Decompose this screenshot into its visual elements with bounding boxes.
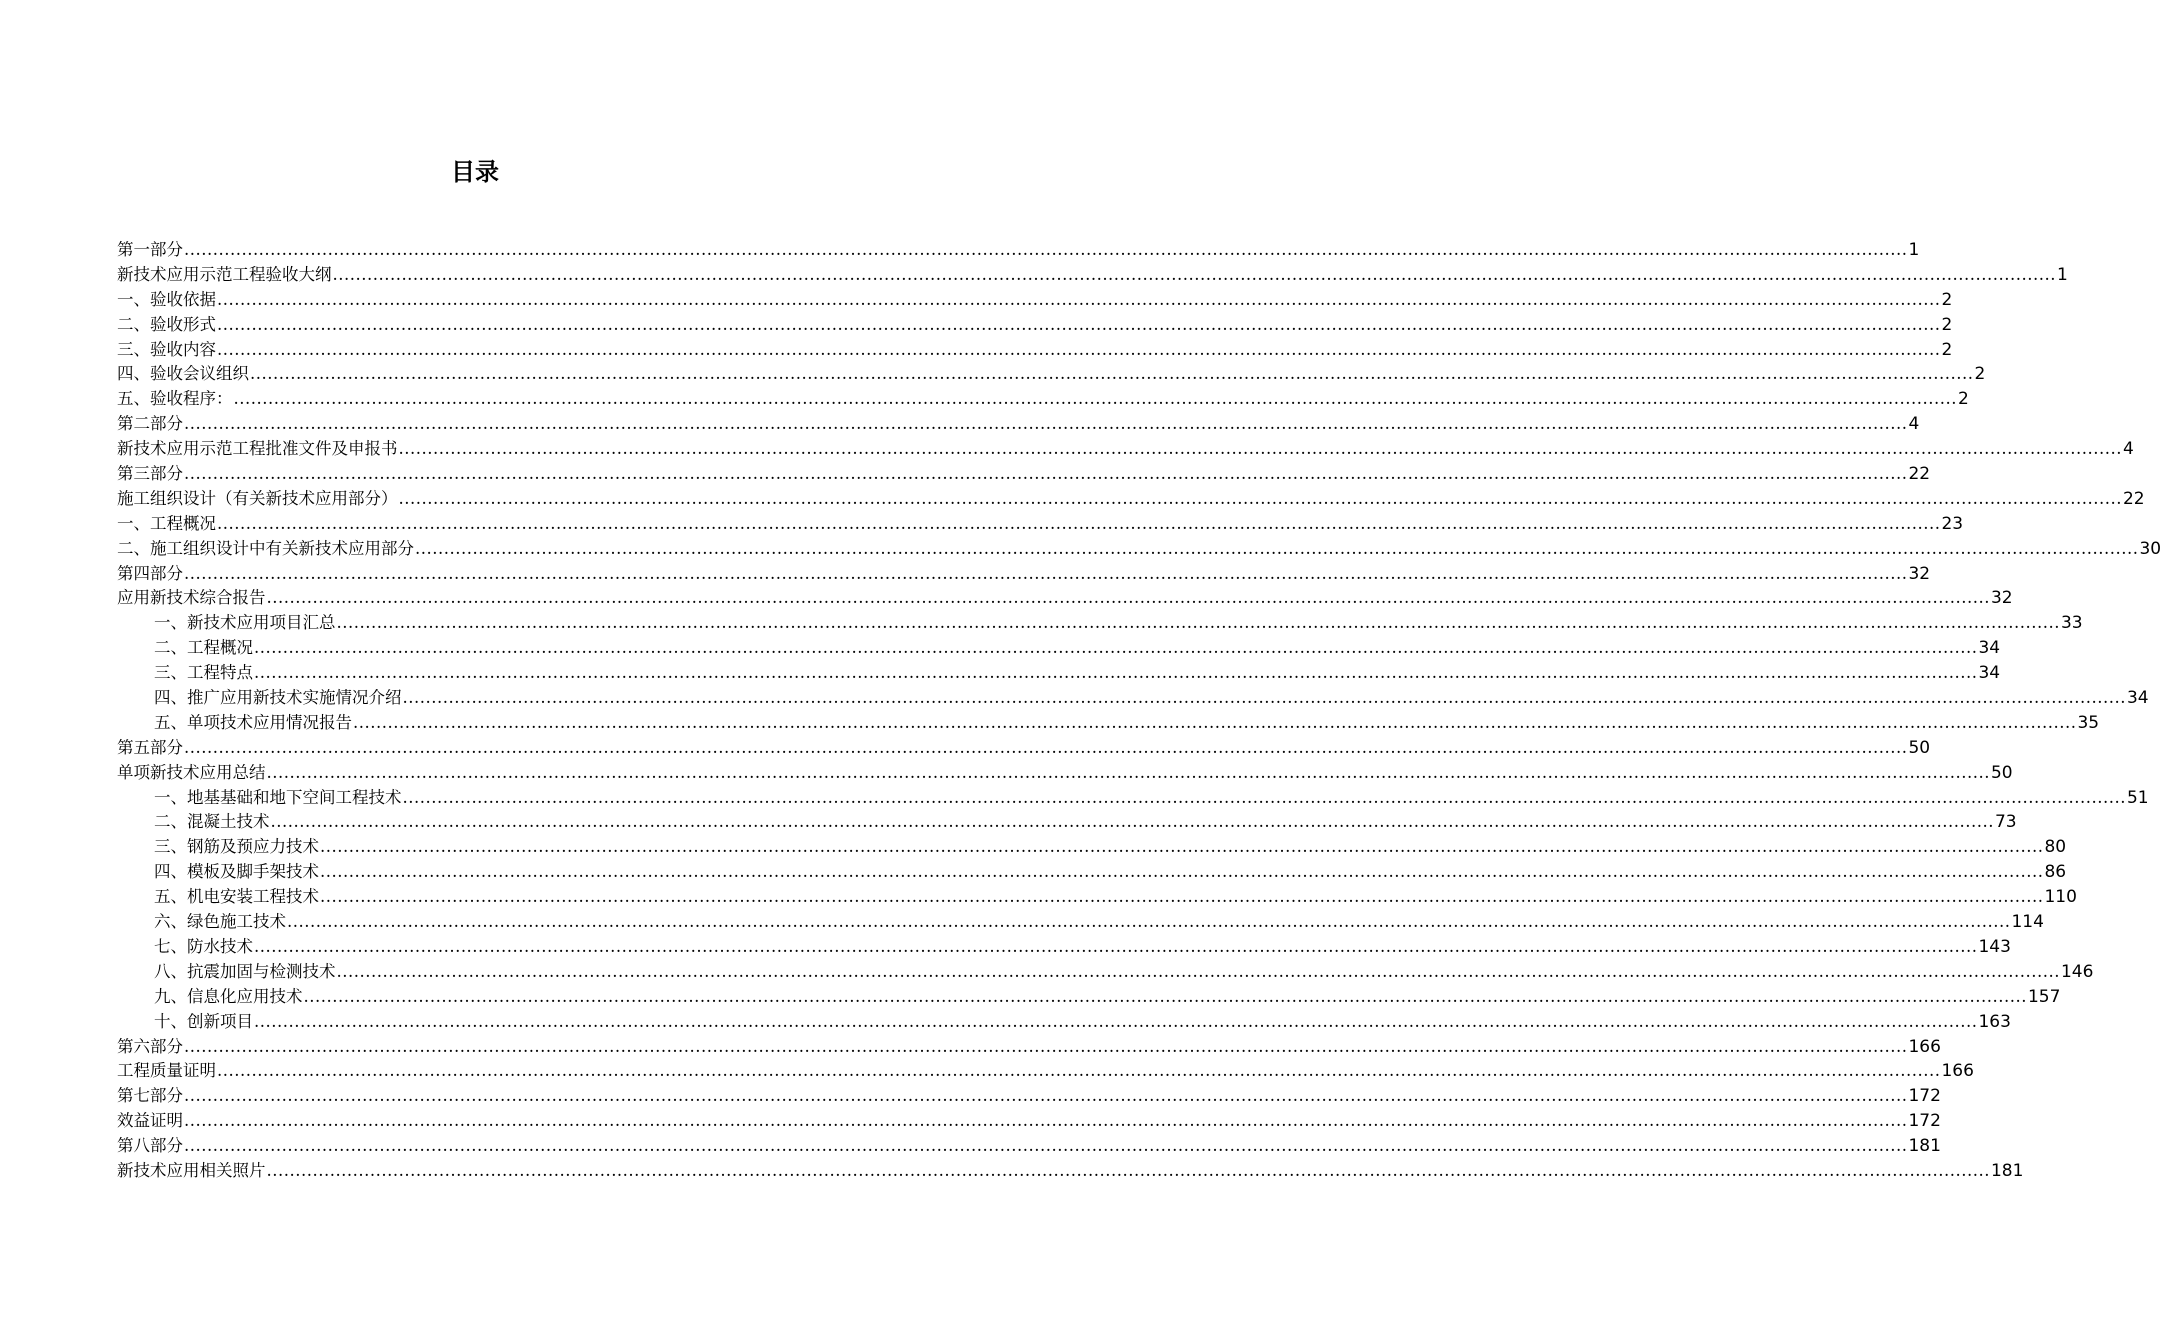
toc-entry[interactable] [117,835,2067,860]
toc-entry-text: 工程质量证明 [117,1061,216,1081]
toc-entry[interactable] [117,935,2011,960]
toc-entry-text: 七、防水技术 [154,936,253,956]
toc-page-number: 110 [2044,887,2077,908]
toc-dot-leader: ............................................................................................................................................................................................................................................................................................................ [320,887,2044,907]
toc-dot-leader: ............................................................................................................................................................................................................................................................................................................ [336,961,2060,981]
toc-dot-leader: ............................................................................................................................................................................................................................................................................................................ [217,1061,1941,1081]
toc-page-number: 2 [1941,314,1953,335]
toc-page-number: 73 [1994,812,2017,833]
toc-entry[interactable] [117,1109,1941,1134]
toc-dot-leader: ............................................................................................................................................................................................................................................................................................................ [184,414,1908,434]
toc-entry[interactable] [117,238,1920,263]
toc-entry[interactable] [117,562,1931,587]
toc-page-number: 30 [2139,538,2161,559]
toc-entry[interactable] [117,910,2044,935]
toc-entry-text: 九、信息化应用技术 [154,986,303,1006]
toc-dot-leader: ............................................................................................................................................................................................................................................................................................................ [217,339,1941,359]
toc-page-number: 33 [2060,613,2083,634]
toc-entry-text: 新技术应用示范工程验收大纲 [117,264,332,284]
toc-entry-text: 效益证明 [117,1111,183,1131]
toc-entry[interactable] [117,885,2077,910]
toc-entry[interactable] [117,1059,1974,1084]
toc-entry[interactable] [117,1134,1941,1159]
toc-page-number: 181 [1908,1136,1941,1157]
toc-dot-leader: ............................................................................................................................................................................................................................................................................................................ [398,439,2122,459]
toc-page-number: 34 [2126,688,2149,709]
toc-dot-leader: ............................................................................................................................................................................................................................................................................................................ [217,314,1941,334]
toc-dot-leader: ............................................................................................................................................................................................................................................................................................................ [336,613,2060,633]
toc-entry-text: 施工组织设计（有关新技术应用部分） [117,488,398,508]
toc-entry[interactable] [117,412,1920,437]
toc-entry-text: 四、验收会议组织 [117,364,249,384]
toc-page-number: 2 [1941,339,1953,360]
toc-dot-leader: ............................................................................................................................................................................................................................................................................................................ [266,762,1990,782]
toc-entry-text: 二、验收形式 [117,314,216,334]
toc-entry-text: 一、地基基础和地下空间工程技术 [154,787,402,807]
toc-entry-text: 五、机电安装工程技术 [154,887,319,907]
toc-entry-text: 一、新技术应用项目汇总 [154,613,336,633]
toc-dot-leader: ............................................................................................................................................................................................................................................................................................................ [217,289,1941,309]
toc-entry[interactable] [117,761,2013,786]
toc-page-number: 22 [2122,488,2145,509]
toc-entry-text: 第五部分 [117,737,183,757]
toc-page-number: 157 [2027,986,2061,1007]
toc-entry-text: 十、创新项目 [154,1011,253,1031]
toc-entry[interactable] [117,437,2134,462]
toc-page-number: 2 [1957,389,1969,410]
toc-entry[interactable] [117,960,2094,985]
toc-dot-leader: ............................................................................................................................................................................................................................................................................................................ [250,364,1974,384]
toc-page-number: 2 [1941,289,1953,310]
toc-page-number: 80 [2044,837,2067,858]
toc-dot-leader: ............................................................................................................................................................................................................................................................................................................ [266,588,1990,608]
toc-page-number: 181 [1990,1160,2024,1181]
toc-dot-leader: ............................................................................................................................................................................................................................................................................................................ [402,787,2126,807]
toc-dot-leader: ............................................................................................................................................................................................................................................................................................................ [184,1086,1908,1106]
toc-entry[interactable] [117,1035,1941,1060]
toc-page-number: 143 [1978,936,2011,957]
toc-entry-text: 单项新技术应用总结 [117,762,266,782]
toc-dot-leader: ............................................................................................................................................................................................................................................................................................................ [184,1136,1908,1156]
toc-entry[interactable] [117,860,2067,885]
toc-page-number: 23 [1941,513,1964,534]
toc-entry[interactable] [117,711,2100,736]
toc-page-number: 166 [1941,1061,1974,1082]
toc-page-number: 86 [2044,862,2067,883]
toc-entry[interactable] [117,362,1986,387]
toc-entry-text: 二、混凝土技术 [154,812,270,832]
toc-entry[interactable] [117,1159,2024,1184]
toc-entry-text: 第四部分 [117,563,183,583]
toc-entry-text: 第八部分 [117,1136,183,1156]
toc-page-number: 22 [1908,464,1931,485]
toc-dot-leader: ............................................................................................................................................................................................................................................................................................................ [184,737,1908,757]
toc-entry-text: 六、绿色施工技术 [154,912,286,932]
toc-entry[interactable] [117,387,1969,412]
toc-entry-text: 应用新技术综合报告 [117,588,266,608]
toc-entry[interactable] [117,1010,2011,1035]
toc-page-number: 50 [1908,737,1931,758]
toc-dot-leader: ............................................................................................................................................................................................................................................................................................................ [184,464,1908,484]
toc-dot-leader: ............................................................................................................................................................................................................................................................................................................ [353,712,2077,732]
toc-page-number: 2 [1974,364,1986,385]
toc-dot-leader: ............................................................................................................................................................................................................................................................................................................ [184,1111,1908,1131]
toc-page-number: 146 [2060,961,2094,982]
toc-entry[interactable] [117,736,1931,761]
toc-entry[interactable] [117,263,2068,288]
toc-entry[interactable] [117,338,1953,363]
toc-entry[interactable] [117,462,1931,487]
toc-page-number: 4 [1908,414,1920,435]
toc-page-number: 50 [1990,762,2013,783]
toc-dot-leader: ............................................................................................................................................................................................................................................................................................................ [415,538,2139,558]
toc-entry-text: 一、工程概况 [117,513,216,533]
toc-dot-leader: ............................................................................................................................................................................................................................................................................................................ [270,812,1994,832]
toc-entry-text: 三、验收内容 [117,339,216,359]
toc-entry-text: 三、工程特点 [154,663,253,683]
toc-dot-leader: ............................................................................................................................................................................................................................................................................................................ [184,240,1908,259]
toc-entry-text: 三、钢筋及预应力技术 [154,837,319,857]
toc-entry-text: 五、验收程序： [117,389,233,409]
toc-entry[interactable] [117,313,1953,338]
toc-entry[interactable] [117,985,2061,1010]
toc-dot-leader: ............................................................................................................................................................................................................................................................................................................ [266,1160,1990,1180]
toc-page-number: 1 [2056,264,2068,285]
toc-page-number: 35 [2077,712,2100,733]
toc-entry-text: 五、单项技术应用情况报告 [154,712,352,732]
toc-dot-leader: ............................................................................................................................................................................................................................................................................................................ [398,488,2122,508]
toc-entry[interactable] [117,288,1953,313]
toc-entry-text: 二、施工组织设计中有关新技术应用部分 [117,538,414,558]
toc-entry[interactable] [117,786,2149,811]
toc-dot-leader: ............................................................................................................................................................................................................................................................................................................ [320,837,2044,857]
toc-dot-leader: ............................................................................................................................................................................................................................................................................................................ [217,513,1941,533]
table-of-contents [117,238,2161,1184]
toc-page-number: 1 [1908,240,1920,260]
toc-page-number: 34 [1978,663,2001,684]
toc-entry[interactable] [117,810,2017,835]
toc-dot-leader: ............................................................................................................................................................................................................................................................................................................ [254,936,1978,956]
toc-page-number: 172 [1908,1086,1941,1107]
toc-entry-text: 第一部分 [117,240,183,259]
toc-entry-text: 新技术应用示范工程批准文件及申报书 [117,439,398,459]
toc-entry-text: 二、工程概况 [154,638,253,658]
toc-dot-leader: ............................................................................................................................................................................................................................................................................................................ [254,638,1978,658]
toc-dot-leader: ............................................................................................................................................................................................................................................................................................................ [233,389,1957,409]
toc-page-number: 163 [1978,1011,2011,1032]
toc-page-number: 34 [1978,638,2001,659]
toc-entry[interactable] [117,537,2161,562]
toc-page-number: 51 [2126,787,2149,808]
toc-entry[interactable] [117,487,2145,512]
toc-page-number: 172 [1908,1111,1941,1132]
toc-entry-text: 四、模板及脚手架技术 [154,862,319,882]
toc-entry[interactable] [117,586,2013,611]
toc-entry-text: 四、推广应用新技术实施情况介绍 [154,688,402,708]
toc-entry-text: 第三部分 [117,464,183,484]
toc-dot-leader: ............................................................................................................................................................................................................................................................................................................ [287,912,2011,932]
toc-dot-leader: ............................................................................................................................................................................................................................................................................................................ [184,563,1908,583]
toc-entry-text: 第六部分 [117,1036,183,1056]
toc-entry[interactable] [117,512,1964,537]
toc-dot-leader: ............................................................................................................................................................................................................................................................................................................ [320,862,2044,882]
toc-entry-text: 一、验收依据 [117,289,216,309]
toc-entry-text: 八、抗震加固与检测技术 [154,961,336,981]
toc-entry-text: 第二部分 [117,414,183,434]
toc-dot-leader: ............................................................................................................................................................................................................................................................................................................ [254,1011,1978,1031]
toc-entry[interactable] [117,1084,1941,1109]
toc-entry-text: 新技术应用相关照片 [117,1160,266,1180]
page-title: 目录 [451,158,499,186]
toc-dot-leader: ............................................................................................................................................................................................................................................................................................................ [303,986,2027,1006]
toc-page-number: 32 [1908,563,1931,584]
toc-entry-text: 第七部分 [117,1086,183,1106]
toc-dot-leader: ............................................................................................................................................................................................................................................................................................................ [402,688,2126,708]
toc-entry[interactable] [117,611,2083,636]
toc-dot-leader: ............................................................................................................................................................................................................................................................................................................ [332,264,2056,284]
toc-dot-leader: ............................................................................................................................................................................................................................................................................................................ [184,1036,1908,1056]
toc-entry[interactable] [117,661,2001,686]
toc-entry[interactable] [117,686,2149,711]
toc-page-number: 114 [2011,912,2044,933]
toc-page-number: 166 [1908,1036,1941,1057]
toc-dot-leader: ............................................................................................................................................................................................................................................................................................................ [254,663,1978,683]
toc-page-number: 4 [2122,439,2134,460]
toc-page-number: 32 [1990,588,2013,609]
toc-entry[interactable] [117,636,2001,661]
